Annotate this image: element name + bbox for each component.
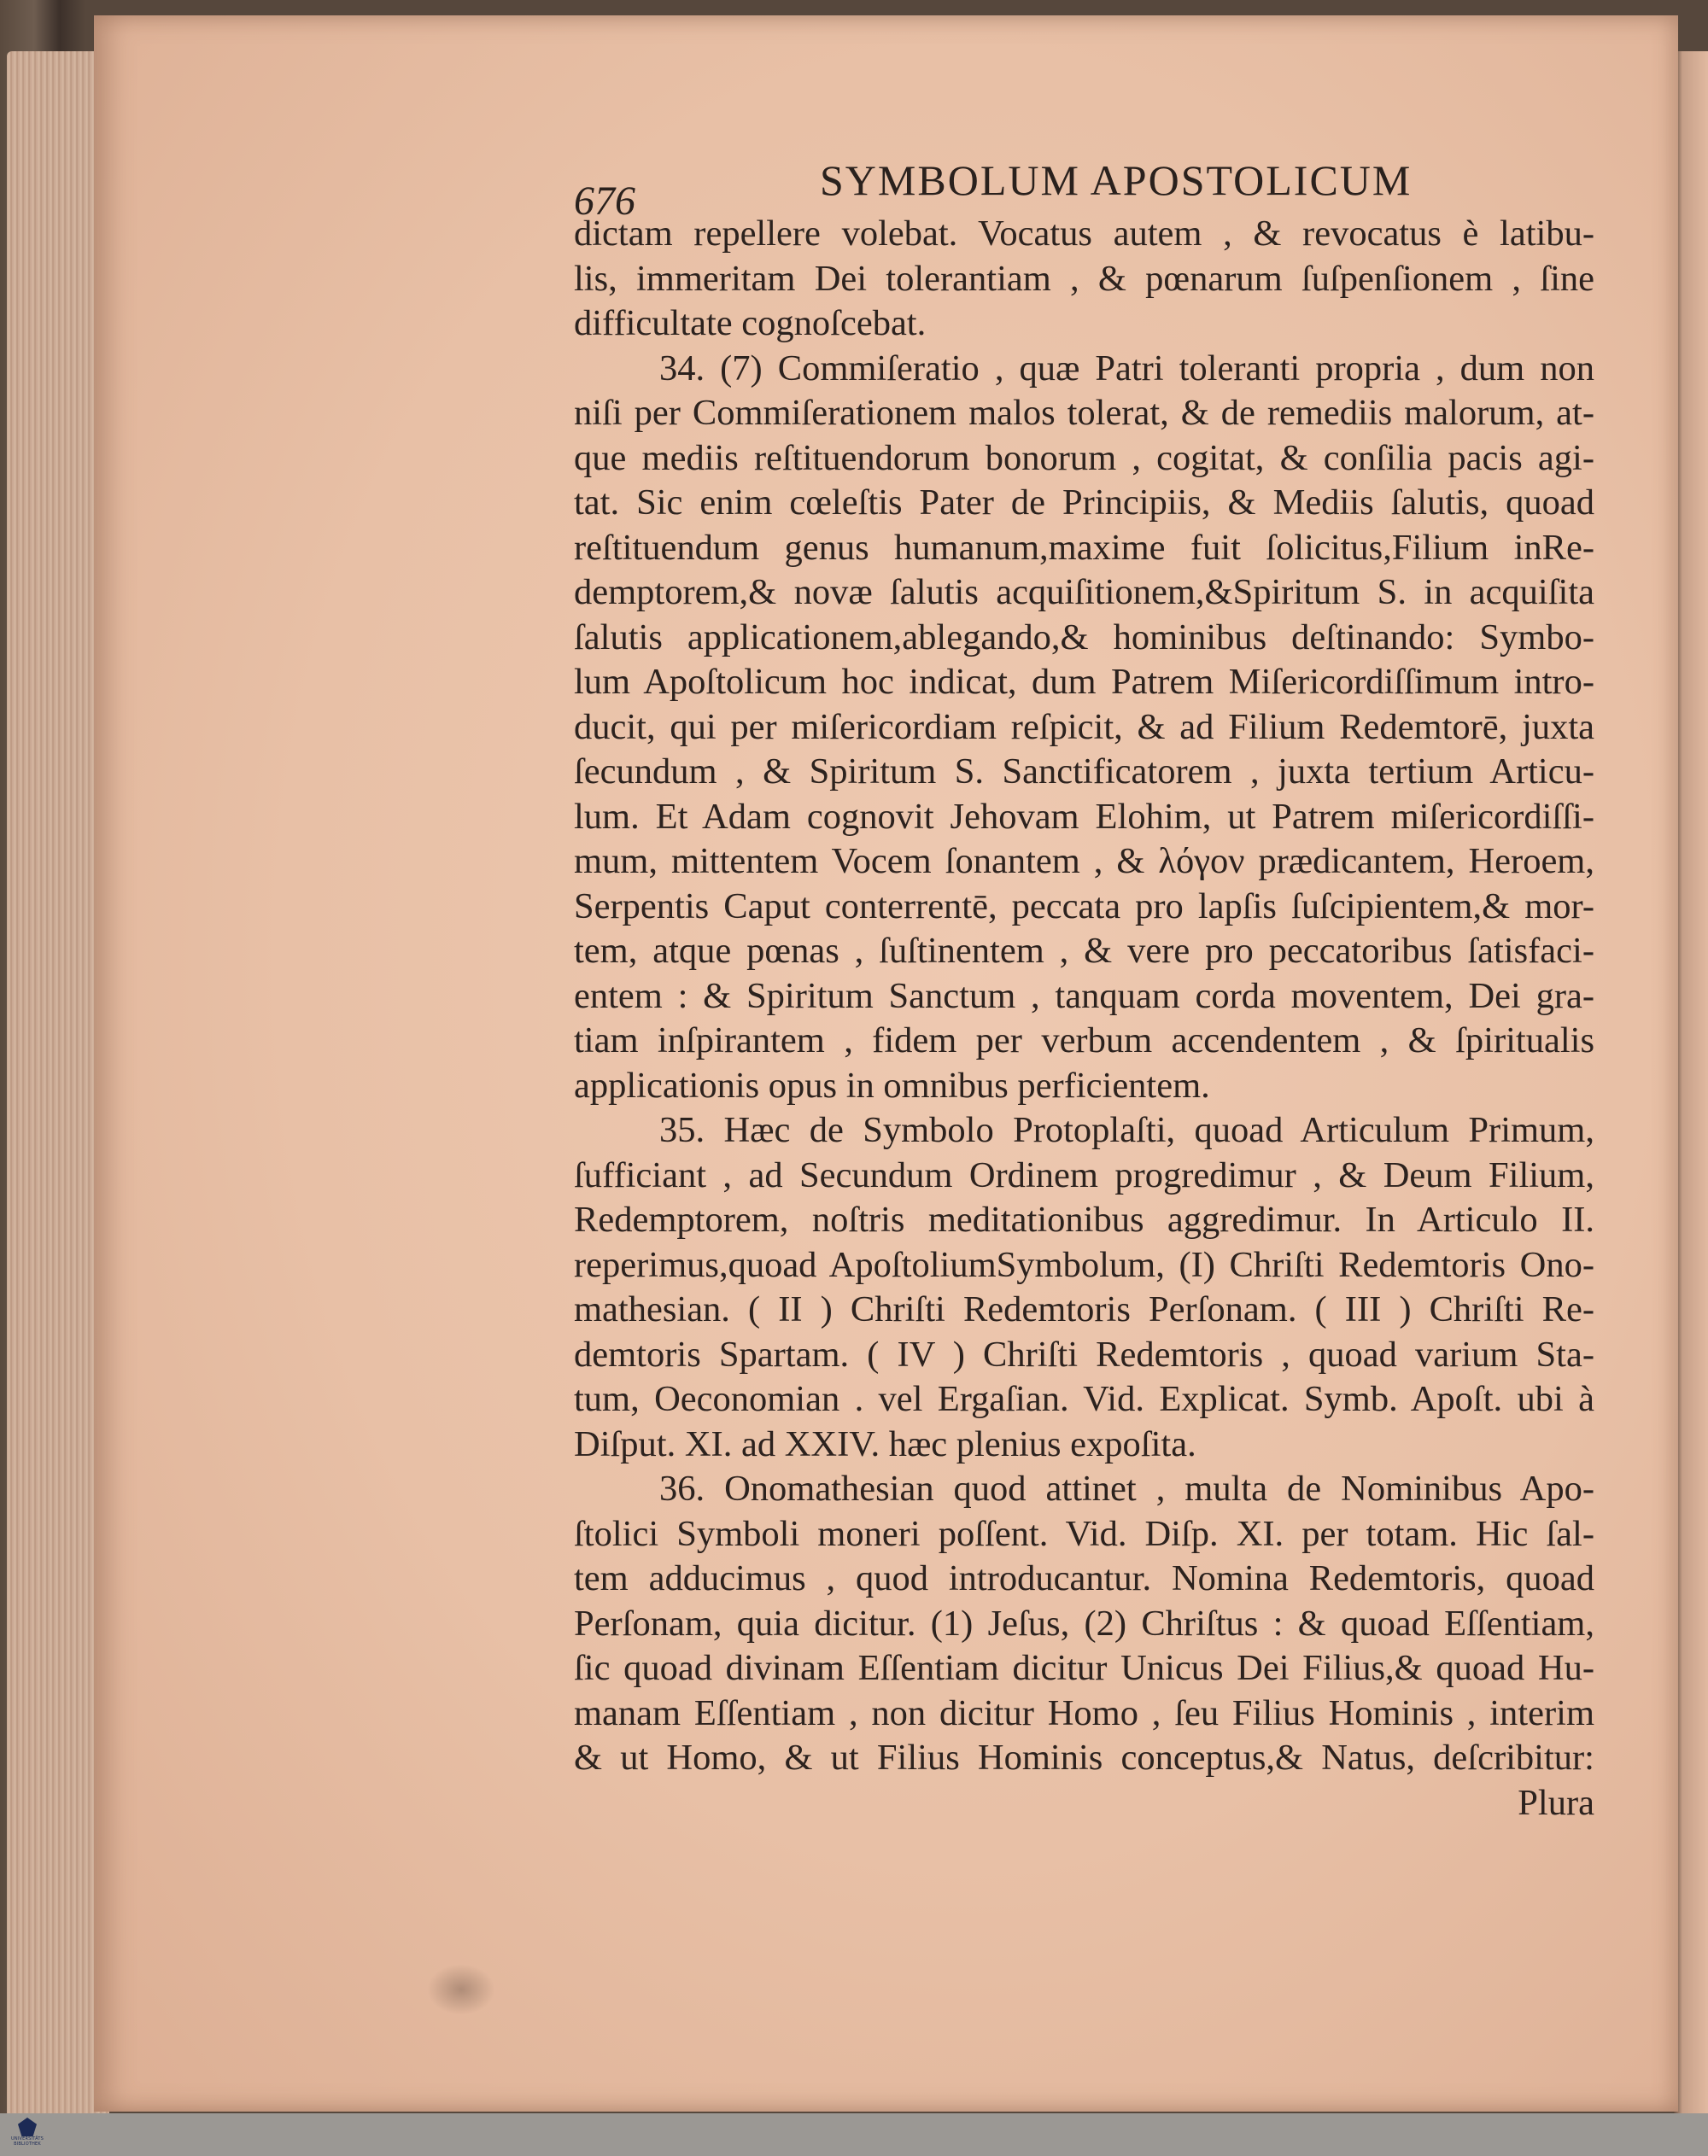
text-line: lis, immeritam Dei tolerantiam , & pœnarum ſuſpenſionem , ſine bbox=[574, 258, 1594, 299]
text-line: ducit, qui per miſericordiam reſpicit, & ad Filium Redemtorē, juxta bbox=[574, 706, 1594, 747]
text-line: tem adducimus , quod introducantur. Nomina Redemtoris, quoad bbox=[574, 1558, 1594, 1598]
text-line: reperimus,quoad ApoſtoliumSymbolum, (I) Chriſti Redemtoris Ono- bbox=[574, 1244, 1594, 1285]
adjacent-page-edge bbox=[1674, 51, 1708, 2113]
paper-stain bbox=[427, 1964, 495, 2015]
text-line: niſi per Commiſerationem malos tolerat, & de remediis malorum, at- bbox=[574, 393, 1594, 433]
catchword: Plura bbox=[1518, 1782, 1594, 1823]
text-line: tem, atque pœnas , ſuſtinentem , & vere pro peccatoribus ſatisfaci- bbox=[574, 931, 1594, 971]
text-line: reſtituendum genus humanum,maxime fuit ſolicitus,Filium inRe- bbox=[574, 527, 1594, 568]
library-logo-icon bbox=[18, 2118, 37, 2136]
text-line: lum Apoſtolicum hoc indicat, dum Patrem Miſericordiſſimum intro- bbox=[574, 662, 1594, 702]
text-line: ſufficiant , ad Secundum Ordinem progredimur , & Deum Filium, bbox=[574, 1154, 1594, 1195]
text-line: que mediis reſtituendorum bonorum , cogitat, & conſilia pacis agi- bbox=[574, 437, 1594, 478]
text-line: & ut Homo, & ut Filius Hominis conceptus,& Natus, deſcribitur: bbox=[574, 1738, 1594, 1778]
text-line: dictam repellere volebat. Vocatus autem , & revocatus è latibu- bbox=[574, 213, 1594, 254]
text-line: tat. Sic enim cœleſtis Pater de Principiis, & Mediis ſalutis, quoad bbox=[574, 482, 1594, 523]
text-line: 36. Onomathesian quod attinet , multa de Nominibus Apo- bbox=[659, 1469, 1594, 1509]
text-line: Diſput. XI. ad XXIV. hæc plenius expoſita. bbox=[574, 1423, 1196, 1464]
text-line: ſecundum , & Spiritum S. Sanctificatorem , juxta tertium Articu- bbox=[574, 751, 1594, 792]
text-line: demptorem,& novæ ſalutis acquiſitionem,&Spiritum S. in acquiſita bbox=[574, 572, 1594, 612]
text-line: Perſonam, quia dicitur. (1) Jeſus, (2) Chriſtus : & quoad Eſſentiam, bbox=[574, 1603, 1594, 1644]
text-line: Redemptorem, noſtris meditationibus aggredimur. In Articulo II. bbox=[574, 1200, 1594, 1240]
text-line: manam Eſſentiam , non dicitur Homo , ſeu Filius Hominis , interim bbox=[574, 1692, 1594, 1733]
page-number: 676 bbox=[574, 178, 635, 224]
text-line: ſic quoad divinam Eſſentiam dicitur Unicus Dei Filius,& quoad Hu- bbox=[574, 1648, 1594, 1688]
text-line: ſalutis applicationem,ablegando,& hominibus deſtinando: Symbo- bbox=[574, 616, 1594, 657]
text-line: 35. Hæc de Symbolo Protoplaſti, quoad Articulum Primum, bbox=[659, 1110, 1594, 1150]
text-line: 34. (7) Commiſeratio , quæ Patri toleranti propria , dum non bbox=[659, 348, 1594, 389]
text-line: tiam inſpirantem , fidem per verbum accendentem , & ſpiritualis bbox=[574, 1020, 1594, 1060]
text-line: ſtolici Symboli moneri poſſent. Vid. Diſp. XI. per totam. Hic ſal- bbox=[574, 1513, 1594, 1554]
library-logo-text: UNIVERSITÄTS BIBLIOTHEK bbox=[11, 2136, 44, 2147]
text-line: tum, Oeconomian . vel Ergaſian. Vid. Explicat. Symb. Apoſt. ubi à bbox=[574, 1379, 1594, 1419]
text-line: Serpentis Caput conterrentē, peccata pro lapſis ſuſcipientem,& mor- bbox=[574, 885, 1594, 926]
viewer-footer-bar bbox=[0, 2113, 1708, 2156]
running-title: SYMBOLUM APOSTOLICUM bbox=[820, 156, 1413, 204]
text-line: mum, mittentem Vocem ſonantem , & λόγον prædicantem, Heroem, bbox=[574, 841, 1594, 881]
text-line: lum. Et Adam cognovit Jehovam Elohim, ut Patrem miſericordiſſi- bbox=[574, 796, 1594, 837]
text-line: mathesian. ( II ) Chriſti Redemtoris Perſonam. ( III ) Chriſti Re- bbox=[574, 1289, 1594, 1329]
text-line: difficultate cognoſcebat. bbox=[574, 303, 927, 343]
library-logo bbox=[10, 2118, 44, 2152]
text-line: entem : & Spiritum Sanctum , tanquam corda moventem, Dei gra- bbox=[574, 975, 1594, 1016]
text-line: demtoris Spartam. ( IV ) Chriſti Redemtoris , quoad varium Sta- bbox=[574, 1334, 1594, 1375]
text-line: applicationis opus in omnibus perficientem. bbox=[574, 1065, 1210, 1106]
body-text bbox=[574, 212, 1594, 1826]
